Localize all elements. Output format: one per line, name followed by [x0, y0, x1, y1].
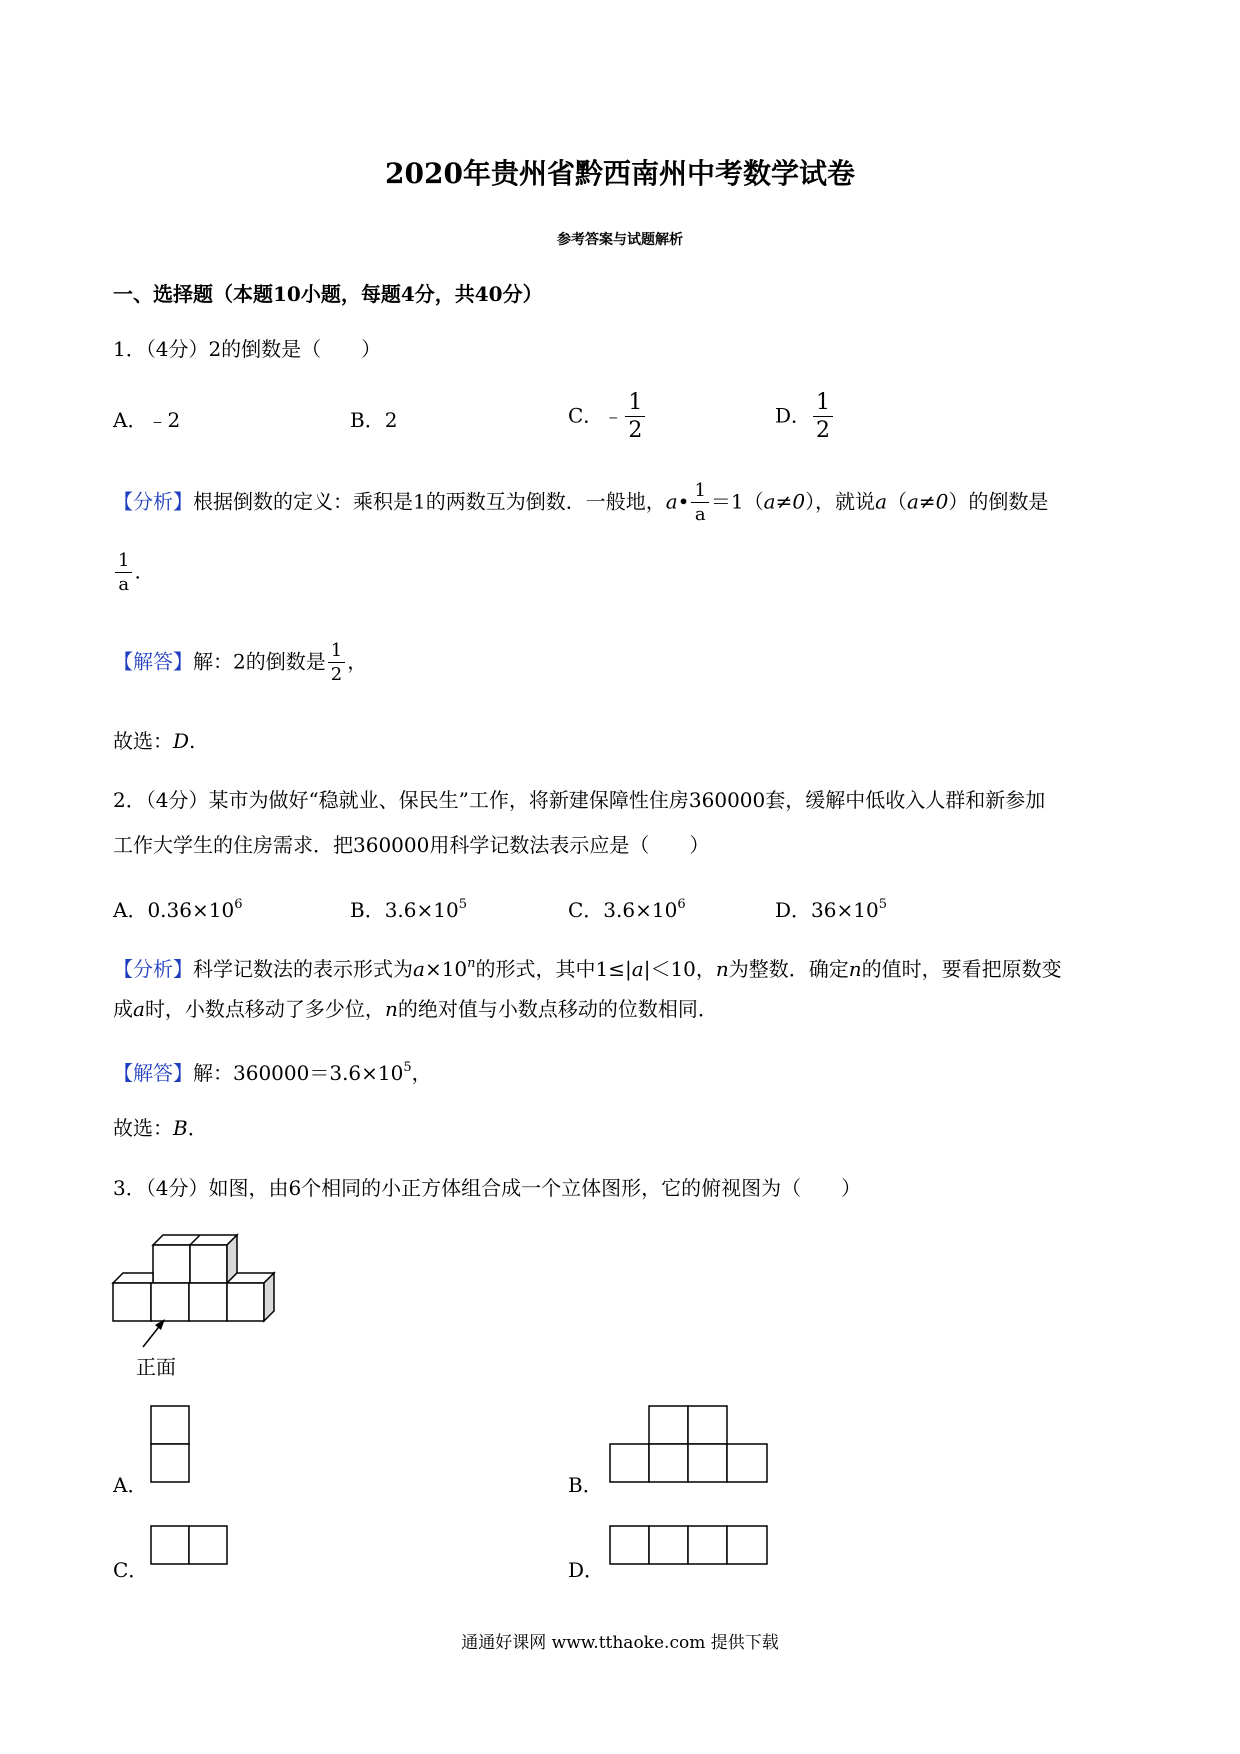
q1-option-d-fraction: $\frac{1}{2}$ [813, 392, 833, 442]
q3-option-a-label: A． [113, 1473, 148, 1497]
q2-choose: 故选：B． [113, 1116, 208, 1140]
q3-option-c-label: C． [113, 1558, 149, 1582]
q1-analysis: 【分析】根据倒数的定义：乘积是1的两数互为倒数．一般地，a• $\frac{1}{a}$ ＝1（a≠0），就说a（a≠0）的倒数是 [113, 480, 1049, 525]
q1-analysis-fraction: $\frac{1}{a}$ [691, 482, 708, 524]
q1-stem: 1．（4分）2的倒数是（ ） [113, 337, 382, 361]
page-subtitle: 参考答案与试题解析 [557, 232, 683, 248]
q1-analysis-tail-fraction: $\frac{1}{a}$ [115, 552, 132, 594]
q3-option-d-figure [609, 1525, 773, 1567]
q3-stem: 3．（4分）如图，由6个相同的小正方体组合成一个立体图形，它的俯视图为（ ） [113, 1176, 862, 1200]
q2-answer: 【解答】解：$360000=3.6\times 10^5$， [113, 1060, 432, 1085]
q3-option-d-label: D． [568, 1558, 605, 1582]
page-footer: 通通好课网 www.tthaoke.com 提供下载 [461, 1633, 779, 1653]
q1-option-b: B．2 [350, 408, 398, 432]
q2-option-d: D．$36\times 10^5$ [775, 897, 887, 922]
q3-option-b-figure [609, 1405, 773, 1485]
q3-option-b-label: B． [568, 1473, 603, 1497]
q1-analysis-tail: $\frac{1}{a}$ . [113, 552, 141, 594]
q1-choose: 故选：D. [113, 729, 196, 753]
q3-option-c-figure [150, 1525, 232, 1567]
q2-analysis-line1: 【分析】科学记数法的表示形式为$a\times 10^n$的形式，其中1≤|a|＜10，n为整数．确定n的值时，要看把原数变 [113, 956, 1062, 981]
answer-tag: 【解答】 [113, 649, 193, 674]
q1-option-c-label: C．﹣ [568, 403, 624, 428]
q2-stem-line1: 2．（4分）某市为做好“稳就业、保民生”工作，将新建保障性住房360000套，缓解中低收入人群和新参加 [113, 788, 1046, 812]
analysis-tag: 【分析】 [113, 489, 193, 514]
section-heading: 一、选择题（本题10小题，每题4分，共40分） [113, 282, 543, 306]
q3-front-label: 正面 [136, 1355, 176, 1379]
q2-stem-line2: 工作大学生的住房需求．把360000用科学记数法表示应是（ ） [113, 833, 710, 857]
q2-option-b: B．$3.6\times 10^5$ [350, 897, 467, 922]
page-title: 2020年贵州省黔西南州中考数学试卷 [385, 157, 855, 190]
q2-option-c: C．$3.6\times 10^6$ [568, 897, 686, 922]
q1-option-d-label: D． [775, 403, 812, 428]
q3-cube-figure [110, 1235, 290, 1335]
q2-option-a: A．$0.36\times 10^6$ [113, 897, 243, 922]
q1-option-c [568, 392, 647, 442]
q1-answer: 【解答】解：2的倒数是 $\frac{1}{2}$ ， [113, 640, 368, 685]
q1-option-d [775, 392, 835, 442]
q1-answer-fraction: $\frac{1}{2}$ [328, 642, 345, 684]
q1-option-c-fraction: $\frac{1}{2}$ [625, 392, 645, 442]
q3-option-a-figure [150, 1405, 192, 1485]
q1-option-a: A．﹣2 [113, 408, 181, 432]
q2-analysis-line2: 成a时，小数点移动了多少位，n的绝对值与小数点移动的位数相同． [113, 997, 718, 1021]
